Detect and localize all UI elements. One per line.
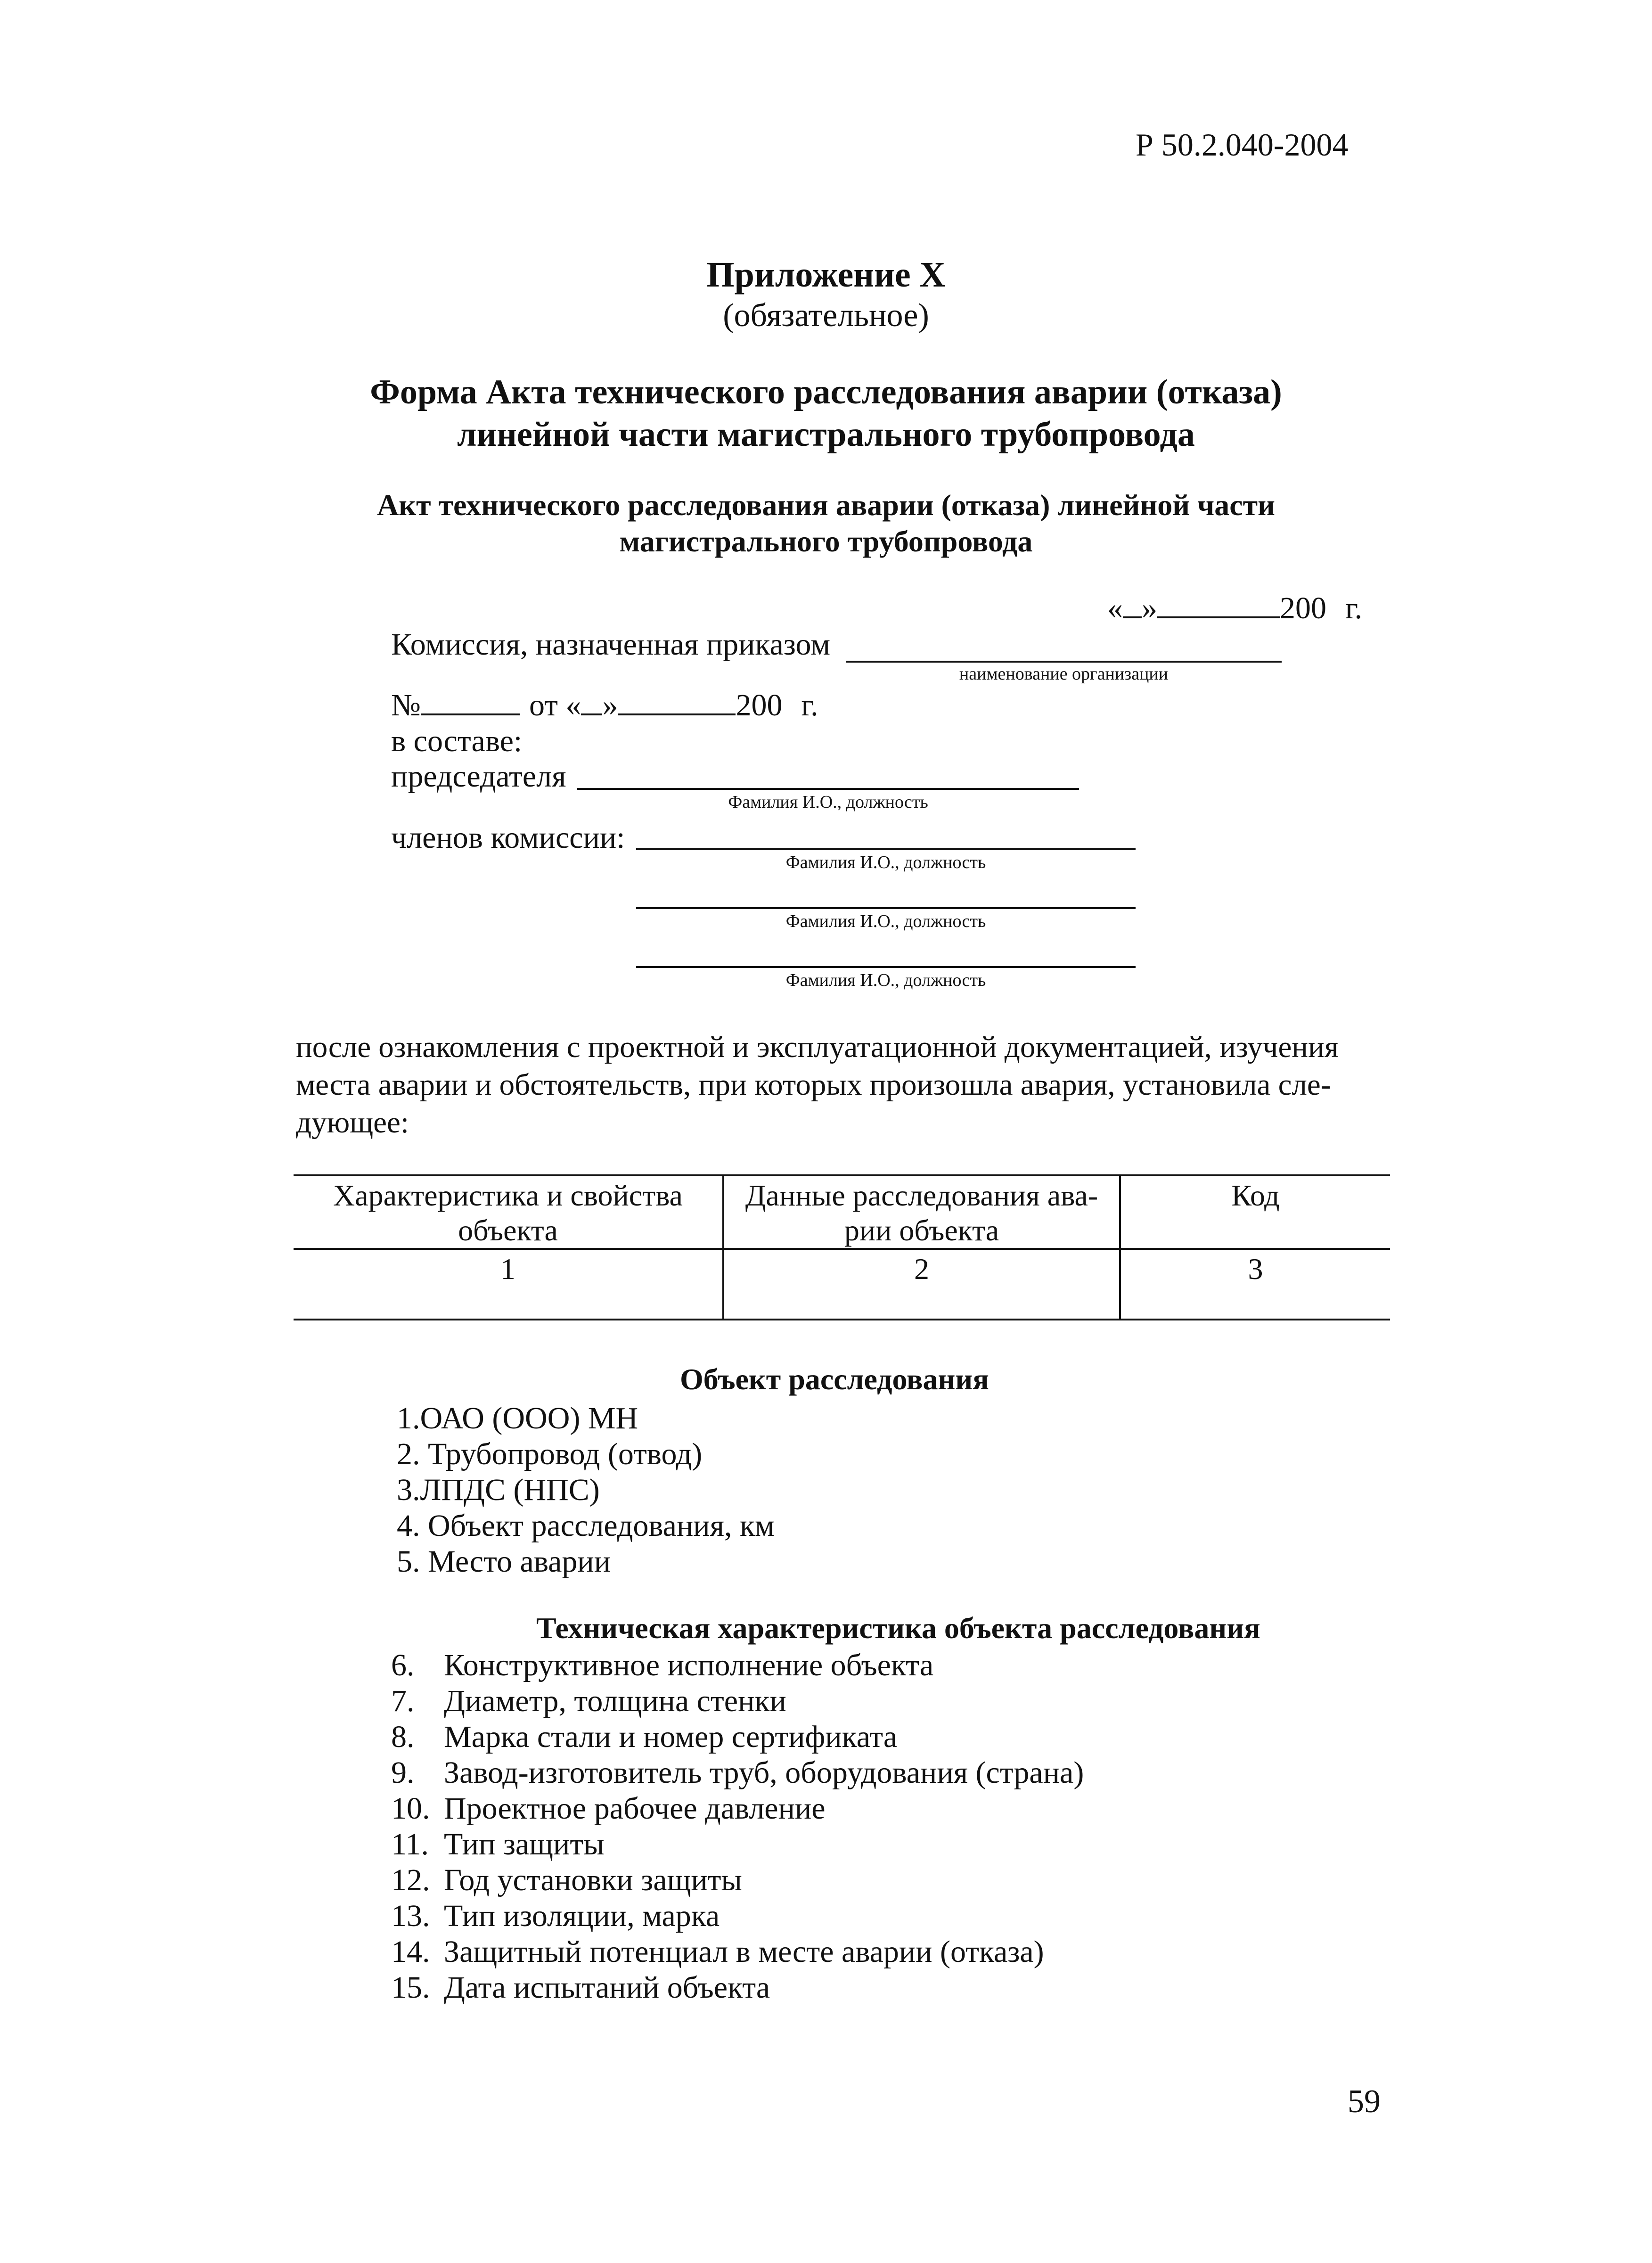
- table-header-col1: Характеристика и свойства объекта: [333, 1179, 683, 1247]
- section2-item: 14. Защитный потенциал в месте аварии (отказа): [391, 1935, 1044, 1969]
- member-field-3[interactable]: [636, 966, 1136, 968]
- organization-caption: наименование организации: [959, 664, 1169, 684]
- section2-title: Техническая характеристика объекта расследования: [536, 1611, 1260, 1645]
- chairman-caption: Фамилия И.О., должность: [728, 792, 928, 812]
- section1-item-5: 5. Место аварии: [397, 1544, 611, 1579]
- chairman-field[interactable]: [577, 788, 1079, 790]
- table-number-col1: 1: [500, 1252, 515, 1286]
- section1-item-1: 1.ОАО (ООО) МН: [397, 1401, 638, 1435]
- section1-item-2: 2. Трубопровод (отвод): [397, 1437, 703, 1471]
- section2-item: 7. Диаметр, толщина стенки: [391, 1684, 786, 1718]
- members-label: членов комиссии:: [391, 820, 625, 855]
- chairman-label: председателя: [391, 759, 566, 794]
- order-number-row: № от « » 200 г.: [391, 688, 818, 722]
- appendix-subtitle: (обязательное): [723, 297, 929, 334]
- appendix-title: Приложение Х: [706, 255, 946, 295]
- table-header-col3: Код: [1231, 1179, 1280, 1212]
- member-caption-3: Фамилия И.О., должность: [785, 970, 986, 990]
- intro-line-3: дующее:: [296, 1106, 409, 1140]
- form-title-line2: линейной части магистрального трубопровода: [457, 415, 1195, 454]
- section2-item: 10. Проектное рабочее давление: [391, 1791, 826, 1826]
- member-field-1[interactable]: [636, 848, 1136, 850]
- table-header-col2: Данные расследования ава- рии объекта: [745, 1179, 1098, 1247]
- order-day-blank[interactable]: [581, 687, 602, 715]
- section2-item: 11. Тип защиты: [391, 1827, 605, 1861]
- table-number-col3: 3: [1248, 1252, 1263, 1286]
- section2-item: 6. Конструктивное исполнение объекта: [391, 1648, 934, 1682]
- table-number-col2: 2: [914, 1252, 929, 1286]
- date-month-blank[interactable]: [1157, 590, 1280, 618]
- table-top-rule: [294, 1174, 1390, 1176]
- section2-item: 12. Год установки защиты: [391, 1863, 742, 1897]
- date-day-blank[interactable]: [1123, 590, 1142, 618]
- page-number: 59: [1348, 2083, 1381, 2120]
- order-number-blank[interactable]: [421, 687, 520, 715]
- act-title-line1: Акт технического расследования аварии (отказа) линейной части: [377, 488, 1275, 522]
- intro-line-2: места аварии и обстоятельств, при которых произошла авария, установила сле-: [296, 1068, 1331, 1102]
- section2-item: 9. Завод-изготовитель труб, оборудования (страна): [391, 1755, 1084, 1790]
- document-code: Р 50.2.040-2004: [1136, 127, 1349, 163]
- section2-item: 15. Дата испытаний объекта: [391, 1970, 770, 2005]
- act-date: « » 200 г.: [1107, 591, 1363, 625]
- section1-title: Объект расследования: [680, 1362, 989, 1396]
- table-bottom-rule: [294, 1319, 1390, 1320]
- section2-item: 13. Тип изоляции, марка: [391, 1899, 720, 1933]
- organization-field[interactable]: [846, 661, 1282, 663]
- commission-label: Комиссия, назначенная приказом: [391, 627, 830, 662]
- member-caption-2: Фамилия И.О., должность: [785, 911, 986, 931]
- member-field-2[interactable]: [636, 907, 1136, 909]
- act-title-line2: магистрального трубопровода: [619, 525, 1033, 558]
- section1-item-4: 4. Объект расследования, км: [397, 1509, 775, 1543]
- composition-label: в составе:: [391, 724, 523, 758]
- section1-item-3: 3.ЛПДС (НПС): [397, 1473, 600, 1507]
- table-header-rule: [294, 1248, 1390, 1250]
- order-month-blank[interactable]: [618, 687, 736, 715]
- intro-line-1: после ознакомления с проектной и эксплуатационной документацией, изучения: [296, 1030, 1339, 1064]
- section2-item: 8. Марка стали и номер сертификата: [391, 1720, 898, 1754]
- form-title-line1: Форма Акта технического расследования аварии (отказа): [370, 373, 1282, 411]
- member-caption-1: Фамилия И.О., должность: [785, 853, 986, 872]
